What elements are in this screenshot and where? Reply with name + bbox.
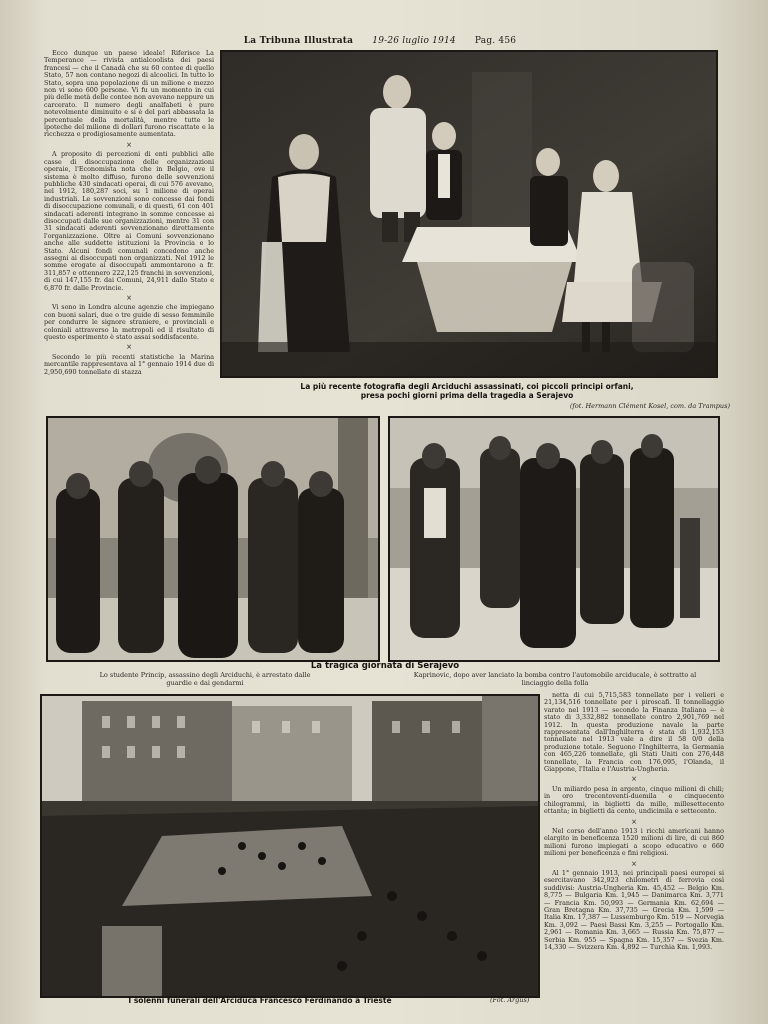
portrait-caption-line-2: presa pochi giorni prima della tragedia a Serajevo [360, 391, 574, 400]
article-paragraph: Un miliardo pesa in argento, cinque milioni di chili; in oro trecentoventi-duemila e cinquecento chilogrammi, in biglietti da mille, millesettecento ettanta; in biglietti da cento, undicimila e settecento. [544, 784, 724, 816]
portrait-caption-line-1: La più recente fotografia degli Arciduchi assassinati, coi piccoli principi orfani, [300, 382, 634, 391]
separator-mark: × [631, 817, 637, 826]
article-paragraph: Vi sono in Londra alcune agenzie che impiegano con buoni salari, due o tre guide di sesso femminile per condurre le signore straniere, e provinciali e coloniali attraverso la metropoli ed il risultato di questo esperimento è stato assai soddisfacente. [44, 303, 214, 342]
article-paragraph: Al 1° gennaio 1913, nei principali paesi europei si esercitavano 342,923 chilometri di ferrovia così suddivisi: Austria-Ungheria Km. 45,452 — Belgio Km. 8,775 — Bulgaria Km. 1,945 — Danimarca Km. 3,771 — Francia Km. 50,993 — Germania Km. 62,694 — Gran Bretagna Km. 37,735 — Grecia Km. 1,599 — Italia Km. 17,387 — Lussemburgo Km. 519 — Norvegia Km. 3,092 — Paesi Bassi Km. 3,255 — Portogallo Km. 2,961 — Romania Km. 3,665 — Russia Km. 75,877 — Serbia Km. 955 — Spagna Km. 15,357 — Svezia Km. 14,330 — Svizzera Km. 4,892 — Turchia Km. 1,993. [544, 868, 724, 951]
family-portrait-photo [220, 50, 718, 378]
article-paragraph: netta di cui 5,715,583 tonnellate per i velieri e 21,134,516 tonnellate per i piroscafi. Il tonnellaggio varato nel 1913 — secondo la Finanza Italiana — è stato di 3,332,882 tonnellate contro 2,901,769 nel 1912. In questa produzione navale la parte rappresentata dall'Inghilterra è stata di 1,932,153 tonnellate nel 1913 vale a dire il 58 0/0 della produzione totale. Seguono l'Inghilterra, la Germania con 465,226 tonnellate, gli Stati Uniti con 276,448 tonnellate, la Francia con 176,095, l'Olanda, il Giappone, l'Italia e l'Austria-Ungheria. [544, 692, 724, 774]
article-paragraph: A proposito di percezioni di enti pubblici alle casse di disoccupazione delle organizzazioni operaie, l'Economista nota che in Belgio, ove il sistema è molto diffuso, furono delle sovvenzioni pubbliche 430 sindacati operai, di cui 576 avevano, nel 1912, 180,287 soci, su 1 milione di operai industriali. Le sovvenzioni sono concesse dai fondi di disoccupazione comunali, e di questi, 61 con 401 sindacati aderenti integrano in somme concesse ai disoccupati dalle sue organizzazioni, mentre 31 con 31 sindacati aderenti sovvenzionano direttamente l'organizzazione. Oltre ai Comuni sovvenzionano anche alle suddette istituzioni la Provincia e lo Stato. Alcuni fondi comunali concedono anche assegni ai disoccupati non organizzati. Nel 1912 le somme erogate ai disoccupati ammontarono a fr. 311,857 e ottennero 222,125 franchi in sovvenzioni, di cui 147,155 fr. dai Comuni, 24,911 dallo Stato e 6,870 fr. dalle Provincie. [44, 150, 214, 292]
separator-mark: × [126, 343, 132, 352]
arrest-illustration [48, 418, 378, 660]
left-text-column [44, 50, 214, 390]
separator-mark: × [631, 775, 637, 784]
funeral-illustration [42, 696, 538, 996]
kaprinovic-photo [388, 416, 720, 662]
princip-subcaption: Lo studente Princip, assassino degli Arciduchi, è arrestato dalle guardie e dai gendarmi [99, 671, 311, 687]
portrait-illustration [222, 52, 716, 376]
funeral-caption: I solenni funerali dell'Arciduca Francesco Ferdinando a Trieste [128, 996, 392, 1005]
portrait-credit: (fot. Hermann Clément Kosel, com. da Trampus) [569, 402, 730, 410]
serajevo-caption: La tragica giornata di Serajevo [310, 661, 460, 671]
article-paragraph: Ecco dunque un paese ideale! Riferisce La Temperance — rivista antialcoolista dei paesi francesi — che il Canadà che su 60 contee di quello Stato, 57 non contano negozi di alcoolici. In tutto lo Stato, sopra una popolazione di un milione e mezzo non vi sono 600 persone. Vi fu un momento in cui più delle metà delle contee non avevano neppure un carcerato. Il numero degli analfabeti è pure notevolmente diminuito e si è del pari abbassata la percentuale della mortalità, mentre tutte le ipoteche del milione di dollari furono riscattate e la ricchezza e prodigiosamente aumentata. [44, 50, 214, 139]
page-number: Pag. 456 [474, 36, 517, 46]
publication-title: La Tribuna Illustrata [243, 36, 354, 46]
princip-arrest-photo [46, 416, 380, 662]
kaprinovic-subcaption: Kaprinovic, dopo aver lanciato la bomba contro l'automobile arciducale, è sottratto al linciaggio della folla [413, 671, 697, 687]
separator-mark: × [126, 140, 132, 149]
crowd-illustration [390, 418, 718, 660]
portrait-caption [220, 382, 714, 400]
article-paragraph: Secondo le più recenti statistiche la Marina mercantile rappresentava al 1° gennaio 1914 due di 2,950,690 tonnellate di stazza [44, 352, 214, 376]
separator-mark: × [126, 294, 132, 302]
issue-date: 19-26 luglio 1914 [372, 36, 456, 46]
separator-mark: × [631, 859, 637, 868]
funeral-credit: (Fot. Argus) [490, 996, 530, 1004]
funeral-photo [40, 694, 540, 998]
right-text-column [544, 692, 724, 1012]
page-header [40, 34, 720, 48]
article-paragraph: Nel corso dell'anno 1913 i ricchi americani hanno elargito in beneficenza 1520 milioni di lire, di cui 860 milioni furono impiegati a scopo educativo e 660 milioni per beneficenza e fini religiosi. [544, 826, 724, 858]
